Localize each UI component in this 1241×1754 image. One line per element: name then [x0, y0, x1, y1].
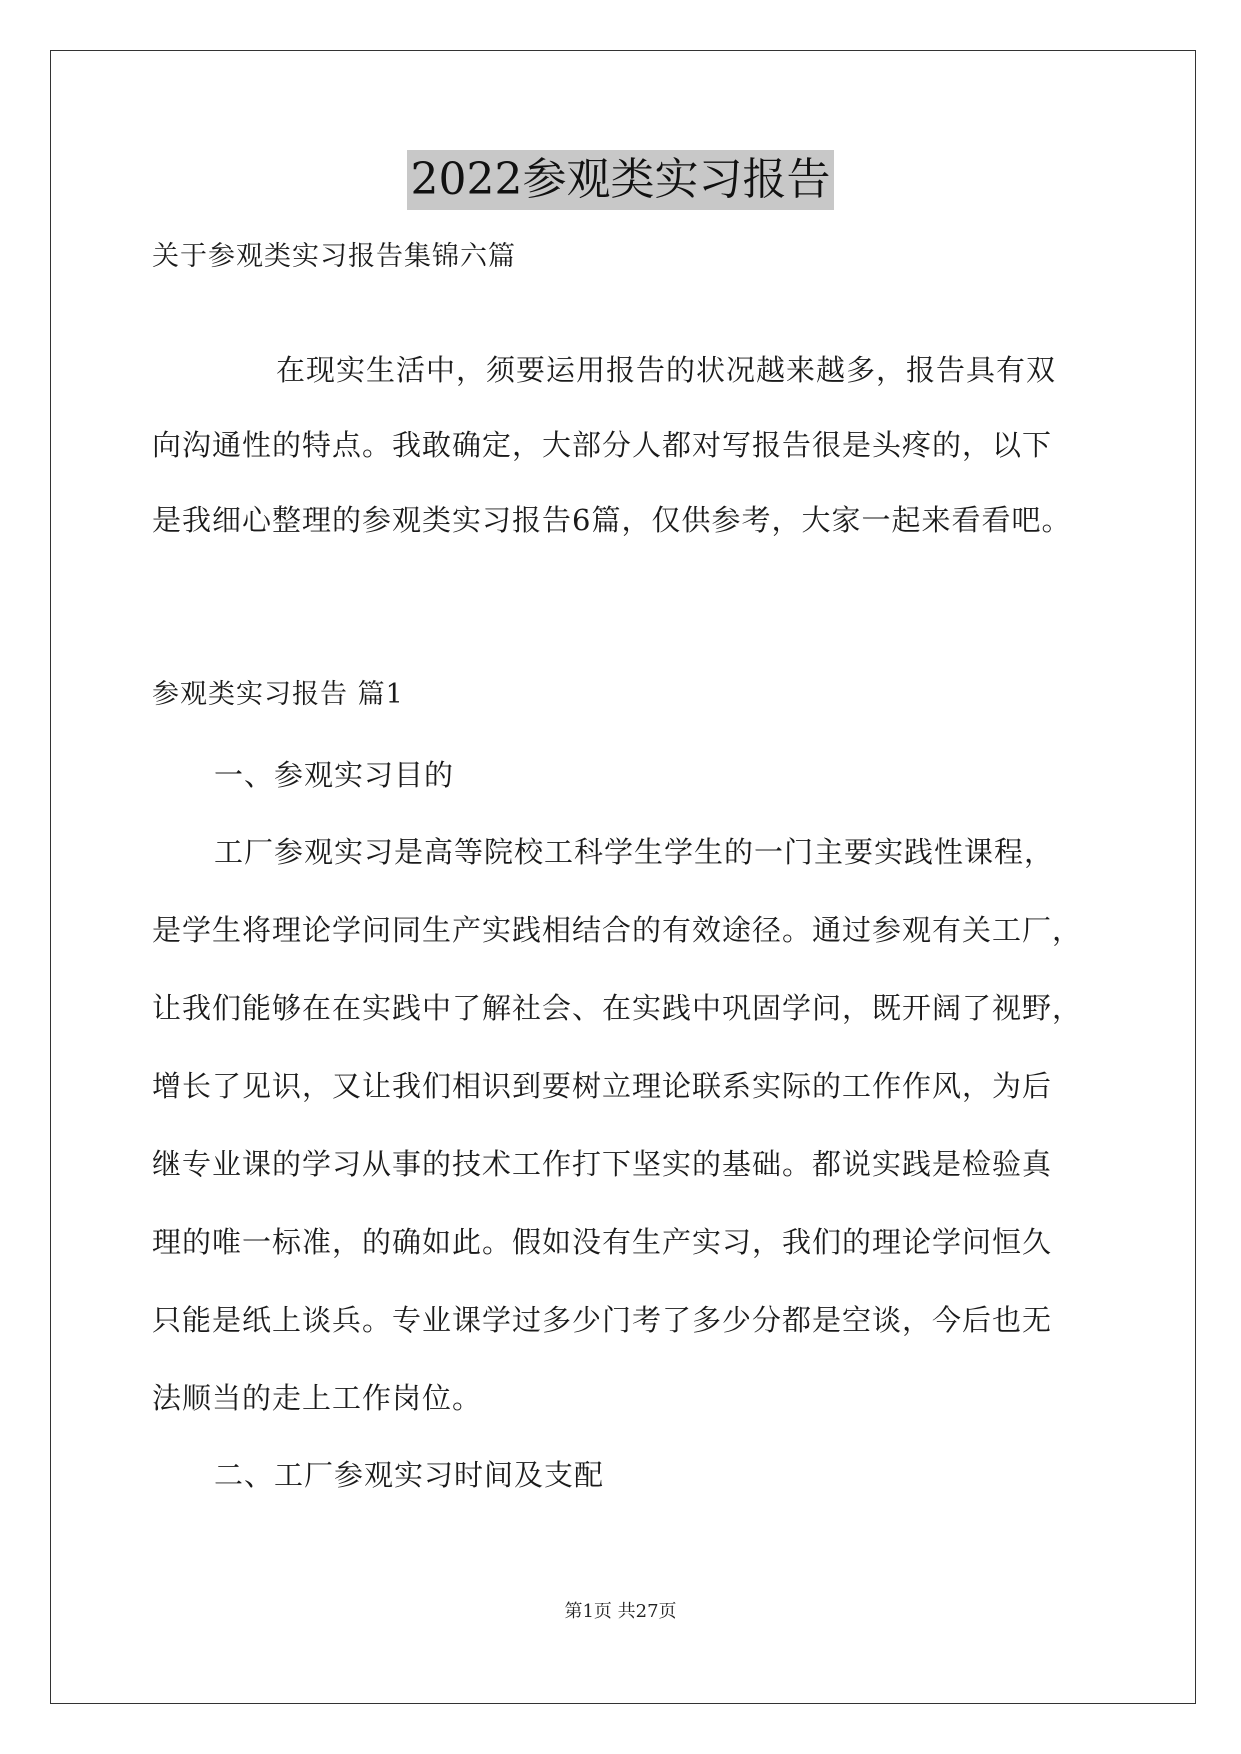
paragraph-line: 继专业课的学习从事的技术工作打下坚实的基础。都说实践是检验真	[152, 1147, 1053, 1181]
paragraph-line: 增长了见识，又让我们相识到要树立理论联系实际的工作作风，为后	[152, 1069, 1053, 1103]
paragraph-line: 让我们能够在在实践中了解社会、在实践中巩固学问，既开阔了视野，	[152, 991, 1083, 1025]
intro-line: 向沟通性的特点。我敢确定，大部分人都对写报告很是头疼的，以下	[152, 428, 1053, 462]
section-heading: 参观类实习报告 篇1	[152, 679, 404, 710]
part2-heading: 二、工厂参观实习时间及支配	[214, 1458, 605, 1492]
paragraph-line: 工厂参观实习是高等院校工科学生学生的一门主要实践性课程，	[214, 835, 1055, 869]
document-title: 2022参观类实习报告	[407, 150, 835, 210]
document-subtitle: 关于参观类实习报告集锦六篇	[152, 241, 516, 272]
paragraph-line: 是学生将理论学问同生产实践相结合的有效途径。通过参观有关工厂，	[152, 913, 1083, 947]
title-container	[0, 150, 1241, 210]
paragraph-line: 理的唯一标准，的确如此。假如没有生产实习，我们的理论学问恒久	[152, 1225, 1053, 1259]
paragraph-line: 法顺当的走上工作岗位。	[152, 1381, 483, 1415]
intro-line: 在现实生活中，须要运用报告的状况越来越多，报告具有双	[276, 353, 1057, 387]
paragraph-line: 只能是纸上谈兵。专业课学过多少门考了多少分都是空谈，今后也无	[152, 1303, 1053, 1337]
part1-heading: 一、参观实习目的	[214, 758, 455, 792]
page-footer: 第1页 共27页	[564, 1601, 677, 1622]
intro-line: 是我细心整理的参观类实习报告6篇，仅供参考，大家一起来看看吧。	[152, 503, 1072, 537]
